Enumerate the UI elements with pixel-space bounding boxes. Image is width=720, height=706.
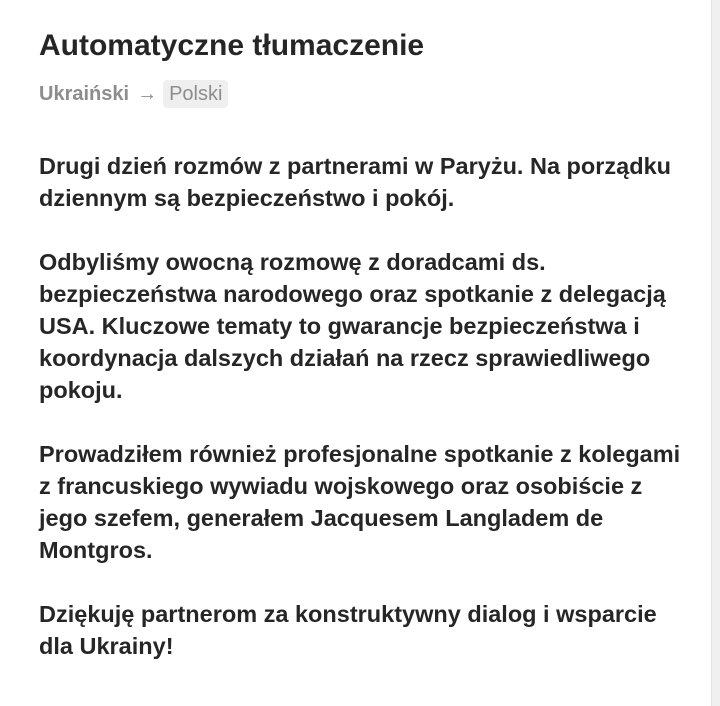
paragraph-1: Drugi dzień rozmów z partnerami w Paryżu. Na porządku dziennym są bezpieczeństwo i pokój. [39, 153, 671, 211]
page-title: Automatyczne tłumaczenie [39, 29, 425, 62]
target-language-chip[interactable]: Polski [163, 80, 228, 108]
paragraph-4: Dziękuję partnerom za konstruktywny dialog i wsparcie dla Ukrainy! [39, 601, 657, 659]
translated-text [39, 150, 689, 662]
source-language-label: Ukraiński [39, 83, 130, 105]
paragraph-3: Prowadziłem również profesjonalne spotkanie z kolegami z francuskiego wywiadu wojskowego oraz osobiście z jego szefem, generałem Jacquesem Langladem de Montgros. [39, 441, 681, 563]
paragraph-2: Odbyliśmy owocną rozmowę z doradcami ds. bezpieczeństwa narodowego oraz spotkanie z delegacją USA. Kluczowe tematy to gwarancje bezpieczeństwa i koordynacja dalszych działań na rzecz sprawiedliwego pokoju. [39, 249, 666, 403]
arrow-right-icon: → [137, 83, 158, 105]
language-pair [39, 80, 228, 108]
